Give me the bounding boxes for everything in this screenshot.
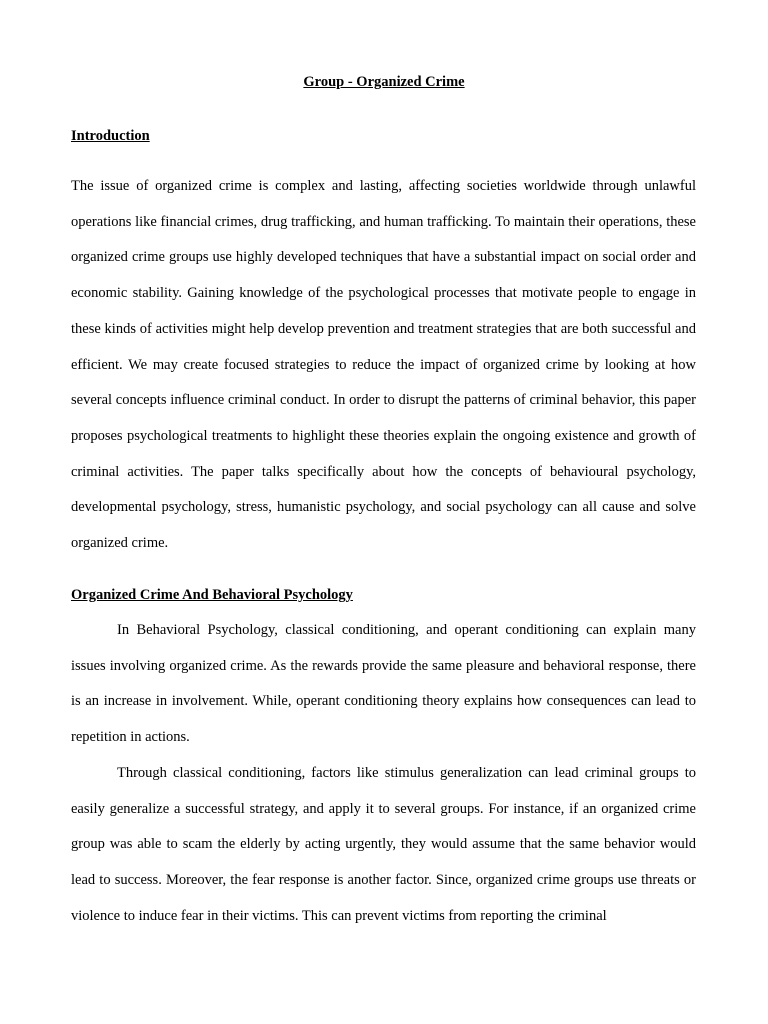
introduction-paragraph: The issue of organized crime is complex and lasting, affecting societies worldwide through unlawful operations like financial crimes, drug trafficking, and human trafficking. To maintain their operations, these organized crime groups use highly developed techniques that have a substantial impact on social order and economic stability. Gaining knowledge of the psychological processes that motivate people to engage in these kinds of activities might help develop prevention and treatment strategies that are both successful and efficient. We may create focused strategies to reduce the impact of organized crime by looking at how several concepts influence criminal conduct. In order to disrupt the patterns of criminal behavior, this paper proposes psychological treatments to highlight these theories explain the ongoing existence and growth of criminal activities. The paper talks specifically about how the concepts of behavioural psychology, developmental psychology, stress, humanistic psychology, and social psychology can all cause and solve organized crime.	[71, 178, 696, 552]
document-title: Group - Organized Crime	[303, 74, 465, 90]
behavioral-paragraph-2: Through classical conditioning, factors like stimulus generalization can lead criminal groups to easily generalize a successful strategy, and apply it to several groups. For instance, if an organized crime group was able to scam the elderly by acting urgently, they would assume that the same behavior would lead to success. Moreover, the fear response is another factor. Since, organized crime groups use threats or violence to induce fear in their victims. This can prevent victims from reporting the criminal	[71, 765, 696, 924]
section-heading-introduction: Introduction	[71, 128, 150, 144]
section-heading-behavioral-psychology: Organized Crime And Behavioral Psychology	[71, 587, 353, 603]
behavioral-paragraph-1: In Behavioral Psychology, classical conditioning, and operant conditioning can explain many issues involving organized crime. As the rewards provide the same pleasure and behavioral response, there is an increase in involvement. While, operant conditioning theory explains how consequences can lead to repetition in actions.	[71, 622, 696, 746]
